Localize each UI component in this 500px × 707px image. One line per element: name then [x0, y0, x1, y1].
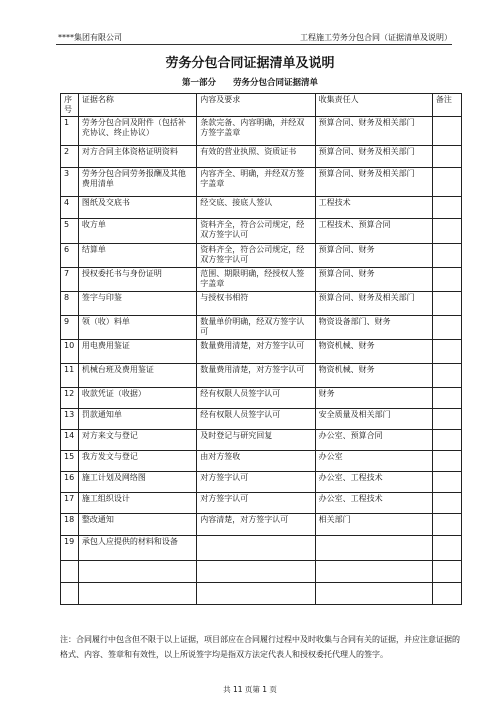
cell-note	[432, 561, 461, 583]
table-row	[61, 268, 462, 292]
cell-responsible: 预算合同、财务及相关部门	[315, 117, 432, 146]
cell-requirement: 内容齐全、明确，并经双方签字盖章	[197, 168, 315, 197]
cell-requirement: 由对方签收	[197, 451, 315, 472]
section-title: 第一部分 劳务分包合同证据清单	[181, 78, 318, 88]
cell-name: 结算单	[78, 244, 196, 268]
footnote: 注：合同履行中包含但不限于以上证据，项目部应在合同履行过程中及时收集与合同有关的证据，并应注意证据的格式、内容、签章和有效性，以上所说签字均是指双方法定代表人和授权委托代理人的签字。	[60, 635, 460, 659]
cell-requirement: 条款完备、内容明确，并经双方签字盖章	[197, 117, 315, 146]
cell-note	[432, 268, 461, 292]
cell-no: 1	[61, 117, 79, 146]
cell-requirement: 数量费用清楚，对方签字认可	[197, 340, 315, 364]
cell-name: 我方发文与登记	[78, 451, 196, 472]
cell-responsible: 相关部门	[315, 514, 432, 536]
table-row	[61, 388, 462, 409]
table-row	[61, 340, 462, 364]
table-row	[61, 430, 462, 451]
document-title: 劳务分包合同证据清单及说明	[165, 56, 335, 71]
table-row	[61, 244, 462, 268]
cell-requirement: 数量单价明确，经双方签字认可	[197, 316, 315, 340]
cell-no: 18	[61, 514, 79, 536]
table-row	[61, 472, 462, 493]
cell-responsible: 办公室、预算合同	[315, 430, 432, 451]
cell-requirement: 内容清楚，对方签字认可	[197, 514, 315, 536]
cell-responsible: 预算合同、财务及相关部门	[315, 168, 432, 197]
page-header	[56, 30, 452, 45]
cell-no: 9	[61, 316, 79, 340]
cell-responsible: 安全质量及相关部门	[315, 409, 432, 430]
header-company: ****集团有限公司	[58, 33, 122, 42]
cell-note	[432, 197, 461, 219]
header-document-title: 工程施工劳务分包合同（证据清单及说明）	[300, 33, 452, 42]
cell-note	[432, 430, 461, 451]
cell-no	[61, 561, 79, 583]
cell-name: 劳务分包合同劳务报酬及其他费用清单	[78, 168, 196, 197]
cell-name: 罚款通知单	[78, 409, 196, 430]
cell-note	[432, 583, 461, 605]
cell-responsible: 工程技术、预算合同	[315, 219, 432, 244]
cell-name: 承包人应提供的材料和设备	[78, 536, 196, 561]
cell-requirement: 经交底、接底人签认	[197, 197, 315, 219]
cell-requirement: 与授权书相符	[197, 292, 315, 316]
page-number: 共 11 页第 1 页	[223, 685, 277, 694]
table-row	[61, 117, 462, 146]
cell-responsible: 工程技术	[315, 197, 432, 219]
col-header-note: 备注	[432, 94, 461, 117]
cell-note	[432, 117, 461, 146]
cell-responsible: 预算合同、财务及相关部门	[315, 292, 432, 316]
col-header-name: 证据名称	[78, 94, 196, 117]
table-row	[61, 409, 462, 430]
cell-note	[432, 364, 461, 388]
cell-note	[432, 493, 461, 514]
cell-name: 签字与印鉴	[78, 292, 196, 316]
cell-no: 7	[61, 268, 79, 292]
cell-no: 16	[61, 472, 79, 493]
cell-requirement: 及时登记与研究回复	[197, 430, 315, 451]
table-row	[61, 316, 462, 340]
cell-requirement: 资料齐全，符合公司规定，经双方签字认可	[197, 244, 315, 268]
cell-requirement: 经有权限人员签字认可	[197, 388, 315, 409]
cell-name: 收方单	[78, 219, 196, 244]
cell-requirement: 对方签字认可	[197, 472, 315, 493]
cell-responsible: 物资机械、财务	[315, 364, 432, 388]
cell-requirement: 对方签字认可	[197, 493, 315, 514]
cell-name: 施工计划及网络图	[78, 472, 196, 493]
table-row	[61, 219, 462, 244]
cell-requirement: 资料齐全，符合公司规定，经双方签字认可	[197, 219, 315, 244]
cell-no: 13	[61, 409, 79, 430]
cell-no: 2	[61, 146, 79, 168]
cell-no: 10	[61, 340, 79, 364]
cell-responsible: 办公室	[315, 451, 432, 472]
cell-no: 15	[61, 451, 79, 472]
cell-responsible: 财务	[315, 388, 432, 409]
cell-responsible: 办公室、工程技术	[315, 472, 432, 493]
cell-requirement: 经有权限人员签字认可	[197, 409, 315, 430]
cell-requirement	[197, 561, 315, 583]
cell-note	[432, 146, 461, 168]
cell-note	[432, 388, 461, 409]
table-row	[61, 561, 462, 583]
cell-no: 4	[61, 197, 79, 219]
cell-responsible: 物资设备部门、财务	[315, 316, 432, 340]
table-row	[61, 364, 462, 388]
cell-no: 14	[61, 430, 79, 451]
cell-no: 17	[61, 493, 79, 514]
cell-requirement	[197, 536, 315, 561]
cell-name: 图纸及交底书	[78, 197, 196, 219]
col-header-no: 序号	[61, 94, 79, 117]
cell-responsible	[315, 561, 432, 583]
cell-no: 19	[61, 536, 79, 561]
cell-no	[61, 583, 79, 605]
cell-note	[432, 316, 461, 340]
cell-responsible: 预算合同、财务及相关部门	[315, 146, 432, 168]
cell-name: 领（收）料单	[78, 316, 196, 340]
cell-note	[432, 514, 461, 536]
cell-name: 对方合同主体资格证明资料	[78, 146, 196, 168]
cell-responsible: 预算合同、财务	[315, 268, 432, 292]
cell-no: 8	[61, 292, 79, 316]
col-header-responsible: 收集责任人	[315, 94, 432, 117]
cell-note	[432, 219, 461, 244]
cell-name	[78, 583, 196, 605]
cell-no: 12	[61, 388, 79, 409]
col-header-requirement: 内容及要求	[197, 94, 315, 117]
cell-requirement: 范围、期限明确，经授权人签字盖章	[197, 268, 315, 292]
cell-name: 用电费用鉴证	[78, 340, 196, 364]
table-body	[61, 117, 462, 605]
cell-name: 授权委托书与身份证明	[78, 268, 196, 292]
cell-name: 施工组织设计	[78, 493, 196, 514]
cell-name	[78, 561, 196, 583]
cell-note	[432, 244, 461, 268]
cell-requirement	[197, 583, 315, 605]
cell-responsible: 预算合同、财务	[315, 244, 432, 268]
cell-responsible	[315, 536, 432, 561]
cell-requirement: 数量费用清楚，对方签字认可	[197, 364, 315, 388]
cell-note	[432, 168, 461, 197]
cell-note	[432, 536, 461, 561]
table-row	[61, 514, 462, 536]
cell-responsible: 办公室、工程技术	[315, 493, 432, 514]
cell-note	[432, 292, 461, 316]
cell-note	[432, 409, 461, 430]
evidence-table	[60, 93, 462, 605]
cell-name: 收款凭证（收据）	[78, 388, 196, 409]
cell-name: 对方来文与登记	[78, 430, 196, 451]
cell-responsible	[315, 583, 432, 605]
table-row	[61, 292, 462, 316]
cell-note	[432, 451, 461, 472]
cell-name: 整改通知	[78, 514, 196, 536]
cell-no: 3	[61, 168, 79, 197]
cell-note	[432, 340, 461, 364]
table-row	[61, 493, 462, 514]
cell-name: 劳务分包合同及附件（包括补充协议、终止协议）	[78, 117, 196, 146]
cell-requirement: 有效的营业执照、资质证书	[197, 146, 315, 168]
table-row	[61, 197, 462, 219]
table-row	[61, 536, 462, 561]
cell-no: 11	[61, 364, 79, 388]
cell-no: 6	[61, 244, 79, 268]
table-row	[61, 451, 462, 472]
cell-responsible: 物资机械、财务	[315, 340, 432, 364]
cell-note	[432, 472, 461, 493]
cell-name: 机械台班及费用鉴证	[78, 364, 196, 388]
table-row	[61, 583, 462, 605]
cell-no: 5	[61, 219, 79, 244]
table-header-row	[61, 94, 462, 117]
table-row	[61, 168, 462, 197]
table-row	[61, 146, 462, 168]
